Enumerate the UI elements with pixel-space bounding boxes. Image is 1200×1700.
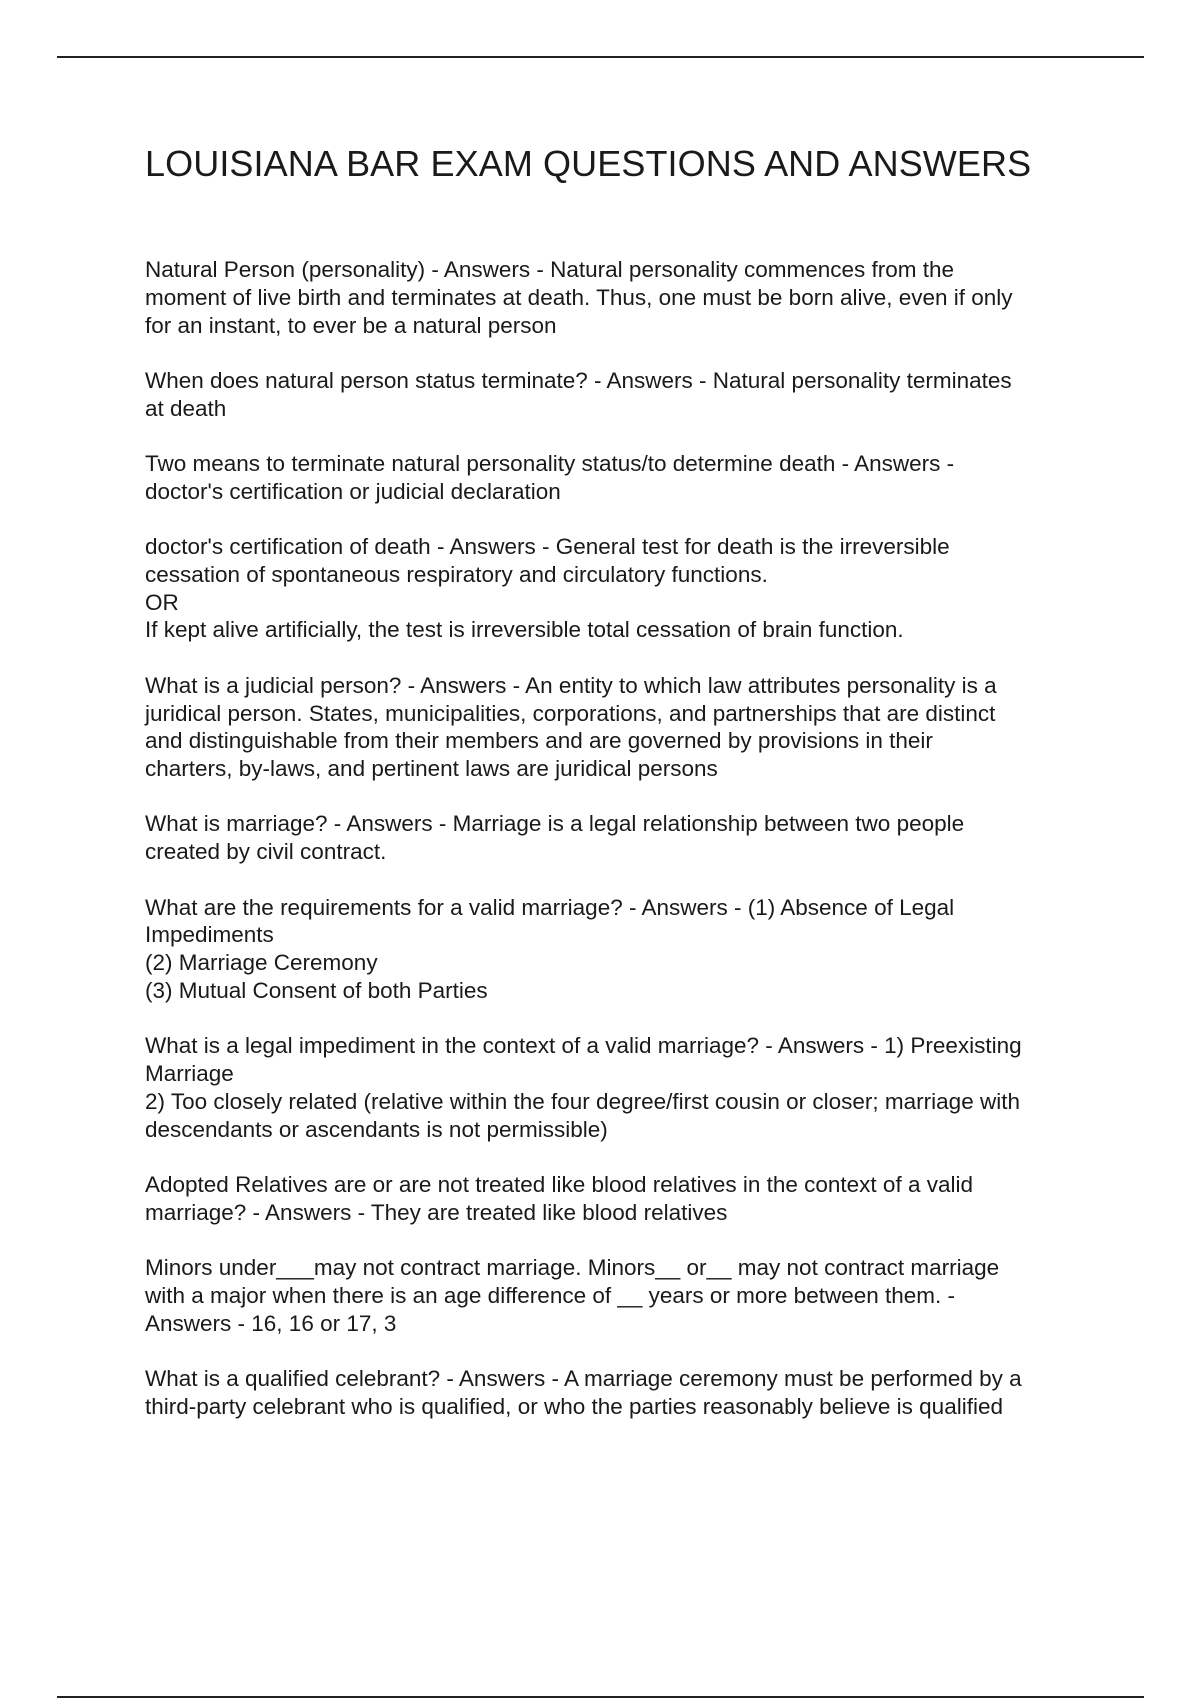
qa-entry-line: 2) Too closely related (relative within the four degree/first cousin or closer; marriage with (145, 1088, 1020, 1114)
qa-entry-line: juridical person. States, municipalities, corporations, and partnerships that are distinct (145, 700, 996, 726)
qa-entry-line: cessation of spontaneous respiratory and circulatory functions. (145, 561, 768, 587)
qa-entry-line: When does natural person status terminate? - Answers - Natural personality terminates (145, 367, 1012, 393)
qa-entry-line: Marriage (145, 1061, 234, 1087)
qa-entry-line: Minors under___may not contract marriage. Minors__ or__ may not contract marriage (145, 1255, 1000, 1281)
qa-entry-line: marriage? - Answers - They are treated like blood relatives (145, 1199, 728, 1225)
bottom-rule (57, 1696, 1144, 1698)
document-title: LOUISIANA BAR EXAM QUESTIONS AND ANSWERS (145, 143, 1032, 184)
document-body (145, 140, 1105, 1448)
qa-entry (145, 367, 1105, 423)
qa-entry-line: moment of live birth and terminates at death. Thus, one must be born alive, even if only (145, 284, 1013, 310)
qa-entry-line: third-party celebrant who is qualified, or who the parties reasonably believe is qualified (145, 1393, 1003, 1419)
qa-entry (145, 1171, 1105, 1227)
qa-entry (145, 1365, 1105, 1421)
qa-entry (145, 256, 1105, 339)
qa-entry (145, 894, 1105, 1005)
qa-entry-line: and distinguishable from their members and are governed by provisions in their (145, 728, 933, 754)
qa-entry-line: What is a qualified celebrant? - Answers - A marriage ceremony must be performed by a (145, 1365, 1022, 1391)
qa-entry-line: Adopted Relatives are or are not treated like blood relatives in the context of a valid (145, 1171, 973, 1197)
qa-entry-line: at death (145, 395, 227, 421)
qa-entry-line: Impediments (145, 922, 274, 948)
qa-entry (145, 1254, 1105, 1337)
qa-entry-line: OR (145, 589, 179, 615)
qa-entry-line: Natural Person (personality) - Answers - Natural personality commences from the (145, 257, 955, 282)
qa-entry-line: doctor's certification or judicial declaration (145, 478, 561, 504)
qa-entry-line: If kept alive artificially, the test is irreversible total cessation of brain function. (145, 617, 904, 643)
qa-entry-line: doctor's certification of death - Answers - General test for death is the irreversible (145, 534, 950, 560)
qa-entry (145, 450, 1105, 506)
qa-entries (145, 256, 1105, 1421)
qa-entry-line: What is marriage? - Answers - Marriage is a legal relationship between two people (145, 811, 965, 837)
qa-entry-line: Two means to terminate natural personality status/to determine death - Answers - (145, 450, 955, 476)
qa-entry (145, 1032, 1105, 1143)
qa-entry-line: (3) Mutual Consent of both Parties (145, 977, 488, 1003)
qa-entry-line: for an instant, to ever be a natural person (145, 312, 557, 338)
qa-entry-line: (2) Marriage Ceremony (145, 950, 378, 976)
qa-entry-line: created by civil contract. (145, 839, 387, 865)
qa-entry-line: descendants or ascendants is not permissible) (145, 1116, 608, 1142)
qa-entry-line: with a major when there is an age difference of __ years or more between them. - (145, 1282, 956, 1308)
qa-entry-line: Answers - 16, 16 or 17, 3 (145, 1310, 397, 1336)
qa-entry-line: What is a legal impediment in the context of a valid marriage? - Answers - 1) Preexisting (145, 1033, 1022, 1059)
qa-entry (145, 533, 1105, 644)
qa-entry-line: What is a judicial person? - Answers - An entity to which law attributes personality is a (145, 672, 997, 698)
qa-entry-line: charters, by-laws, and pertinent laws are juridical persons (145, 756, 718, 782)
qa-entry (145, 672, 1105, 783)
top-rule (57, 56, 1144, 58)
qa-entry (145, 810, 1105, 866)
qa-entry-line: What are the requirements for a valid marriage? - Answers - (1) Absence of Legal (145, 894, 955, 920)
